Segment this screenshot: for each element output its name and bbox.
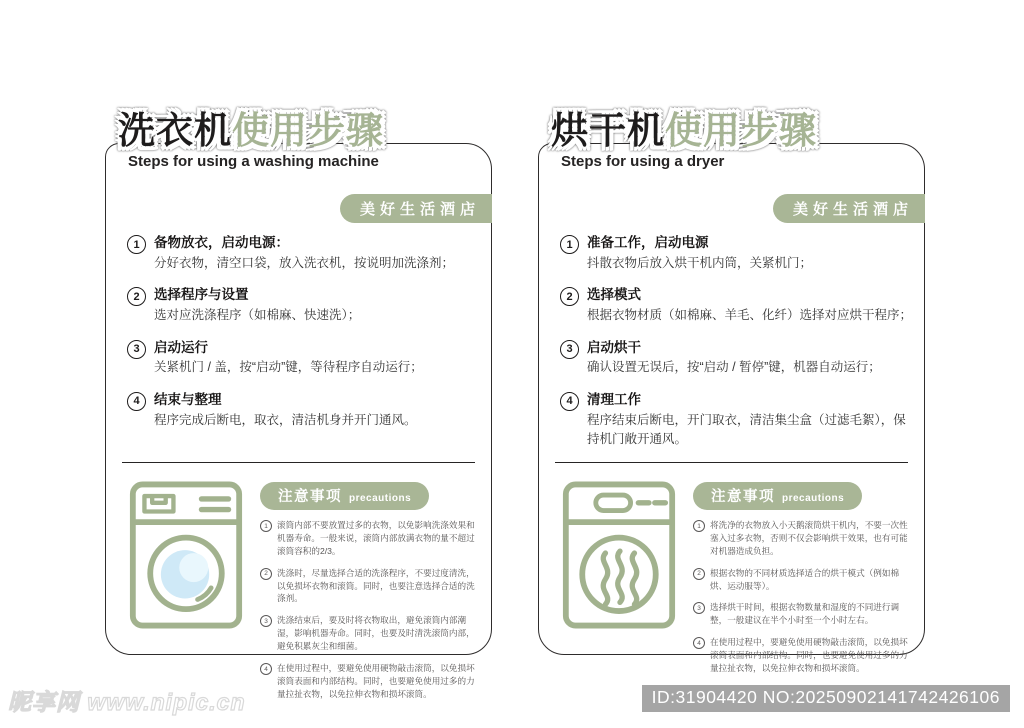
step-title: 备物放衣，启动电源： bbox=[154, 235, 289, 250]
precaution-number: 1 bbox=[260, 520, 272, 532]
precautions-section bbox=[561, 479, 914, 684]
precaution-text: 根据衣物的不同材质选择适合的烘干模式（例如棉烘、运动服等）。 bbox=[710, 567, 900, 591]
card-title-suffix: 使用步骤 bbox=[665, 110, 817, 151]
step-item bbox=[127, 391, 479, 430]
hotel-badge: 美好生活酒店 bbox=[773, 194, 925, 223]
precaution-item bbox=[260, 519, 481, 558]
image-id-bar: ID:31904420 NO:20250902141742426106 bbox=[642, 685, 1010, 712]
step-title: 启动运行 bbox=[154, 339, 208, 355]
precaution-number: 3 bbox=[693, 602, 705, 614]
hotel-badge: 美好生活酒店 bbox=[340, 194, 492, 223]
precautions-pill bbox=[693, 482, 862, 510]
precaution-text: 在使用过程中，要避免使用硬物敲击滚筒，以免损坏滚筒表面和内部结构。同时，也要避免使用过多的力量拉扯衣物，以免拉伸衣物和损坏滚筒。 bbox=[277, 663, 475, 699]
section-divider bbox=[555, 462, 908, 463]
precaution-text: 洗涤结束后，要及时将衣物取出，避免滚筒内部潮湿，影响机器寿命。同时，也要及时清洗滚筒内部，避免积累灰尘和细菌。 bbox=[277, 615, 475, 652]
step-title: 准备工作，启动电源 bbox=[587, 235, 709, 250]
step-title: 选择模式 bbox=[587, 287, 641, 303]
card-title-product: 烘干机 bbox=[551, 110, 665, 151]
washing-machine-icon bbox=[128, 479, 244, 631]
step-item bbox=[127, 286, 479, 325]
step-description: 关紧机门 / 盖，按“启动”键，等待程序自动运行； bbox=[154, 360, 423, 375]
step-body bbox=[587, 339, 881, 378]
precautions-list bbox=[260, 519, 481, 701]
precautions-section bbox=[128, 479, 481, 710]
precaution-number: 1 bbox=[693, 520, 705, 532]
precautions-title: 注意事项 bbox=[711, 489, 775, 505]
precautions-list bbox=[693, 519, 914, 675]
precaution-number: 2 bbox=[693, 568, 705, 580]
precaution-text: 在使用过程中，要避免使用硬物敲击滚筒，以免损坏滚筒表面和内部结构。同时，也要避免使用过多的力量拉扯衣物，以免拉伸衣物和损坏滚筒。 bbox=[710, 637, 908, 674]
precautions-title: 注意事项 bbox=[278, 489, 342, 505]
card-subtitle-en: Steps for using a washing machine bbox=[128, 153, 379, 170]
precaution-number: 4 bbox=[693, 637, 705, 649]
step-item bbox=[127, 234, 479, 273]
card-subtitle-en: Steps for using a dryer bbox=[561, 153, 725, 170]
step-item bbox=[560, 286, 912, 325]
step-description: 根据衣物材质（如棉麻、羊毛、化纤）选择对应烘干程序； bbox=[587, 308, 913, 323]
precaution-number: 4 bbox=[260, 663, 272, 675]
step-number: 2 bbox=[127, 287, 146, 306]
step-item bbox=[127, 339, 479, 378]
card-title-product: 洗衣机 bbox=[118, 110, 232, 151]
precaution-number: 2 bbox=[260, 568, 272, 580]
step-body bbox=[587, 234, 812, 273]
step-description: 分好衣物，清空口袋，放入洗衣机，按说明加洗涤剂； bbox=[154, 255, 455, 270]
card-title bbox=[118, 100, 384, 154]
precaution-text: 选择烘干时间，根据衣物数量和湿度的不同进行调整，一般建议在半个小时至一个小时左右。 bbox=[710, 602, 900, 626]
precaution-number: 3 bbox=[260, 615, 272, 627]
precaution-item bbox=[260, 662, 481, 701]
dryer-icon bbox=[561, 479, 677, 631]
step-description: 程序完成后断电，取衣，清洁机身并开门通风。 bbox=[154, 412, 417, 427]
step-description: 程序结束后断电，开门取衣，清洁集尘盒（过滤毛絮），保持机门敞开通风。 bbox=[587, 412, 906, 447]
precaution-text: 洗涤时，尽量选择合适的洗涤程序，不要过度清洗，以免损坏衣物和滚筒。同时，也要注意选择合适的洗涤剂。 bbox=[277, 567, 475, 604]
precaution-item bbox=[693, 601, 914, 627]
precautions-column bbox=[693, 479, 914, 684]
step-number: 3 bbox=[560, 340, 579, 359]
step-description: 选对应洗涤程序（如棉麻、快速洗）； bbox=[154, 308, 361, 323]
step-body bbox=[587, 391, 912, 450]
precaution-item bbox=[693, 567, 914, 593]
precaution-item bbox=[693, 636, 914, 675]
step-number: 1 bbox=[127, 235, 146, 254]
step-number: 4 bbox=[127, 392, 146, 411]
step-description: 确认设置无误后，按“启动 / 暂停”键，机器自动运行； bbox=[587, 360, 881, 375]
precaution-text: 将洗净的衣物放入小天鹅滚筒烘干机内，不要一次性塞入过多衣物，否则不仅会影响烘干效果，也有可能对机器造成负担。 bbox=[710, 520, 908, 556]
step-body bbox=[154, 391, 417, 430]
step-description: 抖散衣物后放入烘干机内筒，关紧机门； bbox=[587, 255, 813, 270]
precautions-title-en: precautions bbox=[349, 493, 412, 504]
step-body bbox=[154, 234, 454, 273]
precautions-pill bbox=[260, 482, 429, 510]
step-item bbox=[560, 339, 912, 378]
dryer-card bbox=[538, 110, 925, 674]
step-item bbox=[560, 391, 912, 450]
site-watermark: 昵享网 www.nipic.cn bbox=[8, 689, 246, 715]
precaution-item bbox=[260, 614, 481, 653]
step-title: 清理工作 bbox=[587, 391, 641, 407]
step-title: 选择程序与设置 bbox=[154, 287, 249, 303]
step-number: 4 bbox=[560, 392, 579, 411]
card-title-suffix: 使用步骤 bbox=[232, 110, 384, 151]
step-body bbox=[587, 286, 912, 325]
washing-machine-card bbox=[105, 110, 492, 699]
step-body bbox=[154, 286, 360, 325]
step-number: 2 bbox=[560, 287, 579, 306]
step-number: 1 bbox=[560, 235, 579, 254]
step-body bbox=[154, 339, 423, 378]
precautions-column bbox=[260, 479, 481, 710]
step-number: 3 bbox=[127, 340, 146, 359]
precautions-title-en: precautions bbox=[782, 493, 845, 504]
step-title: 启动烘干 bbox=[587, 339, 641, 355]
steps-list bbox=[127, 234, 479, 443]
precaution-item bbox=[693, 519, 914, 558]
step-item bbox=[560, 234, 912, 273]
card-title bbox=[551, 100, 817, 154]
precaution-item bbox=[260, 567, 481, 606]
section-divider bbox=[122, 462, 475, 463]
steps-list bbox=[560, 234, 912, 462]
step-title: 结束与整理 bbox=[154, 391, 222, 407]
precaution-text: 滚筒内部不要放置过多的衣物，以免影响洗涤效果和机器寿命。一般来说，滚筒内部放满衣物的量不超过滚筒容积的2/3。 bbox=[277, 520, 475, 556]
